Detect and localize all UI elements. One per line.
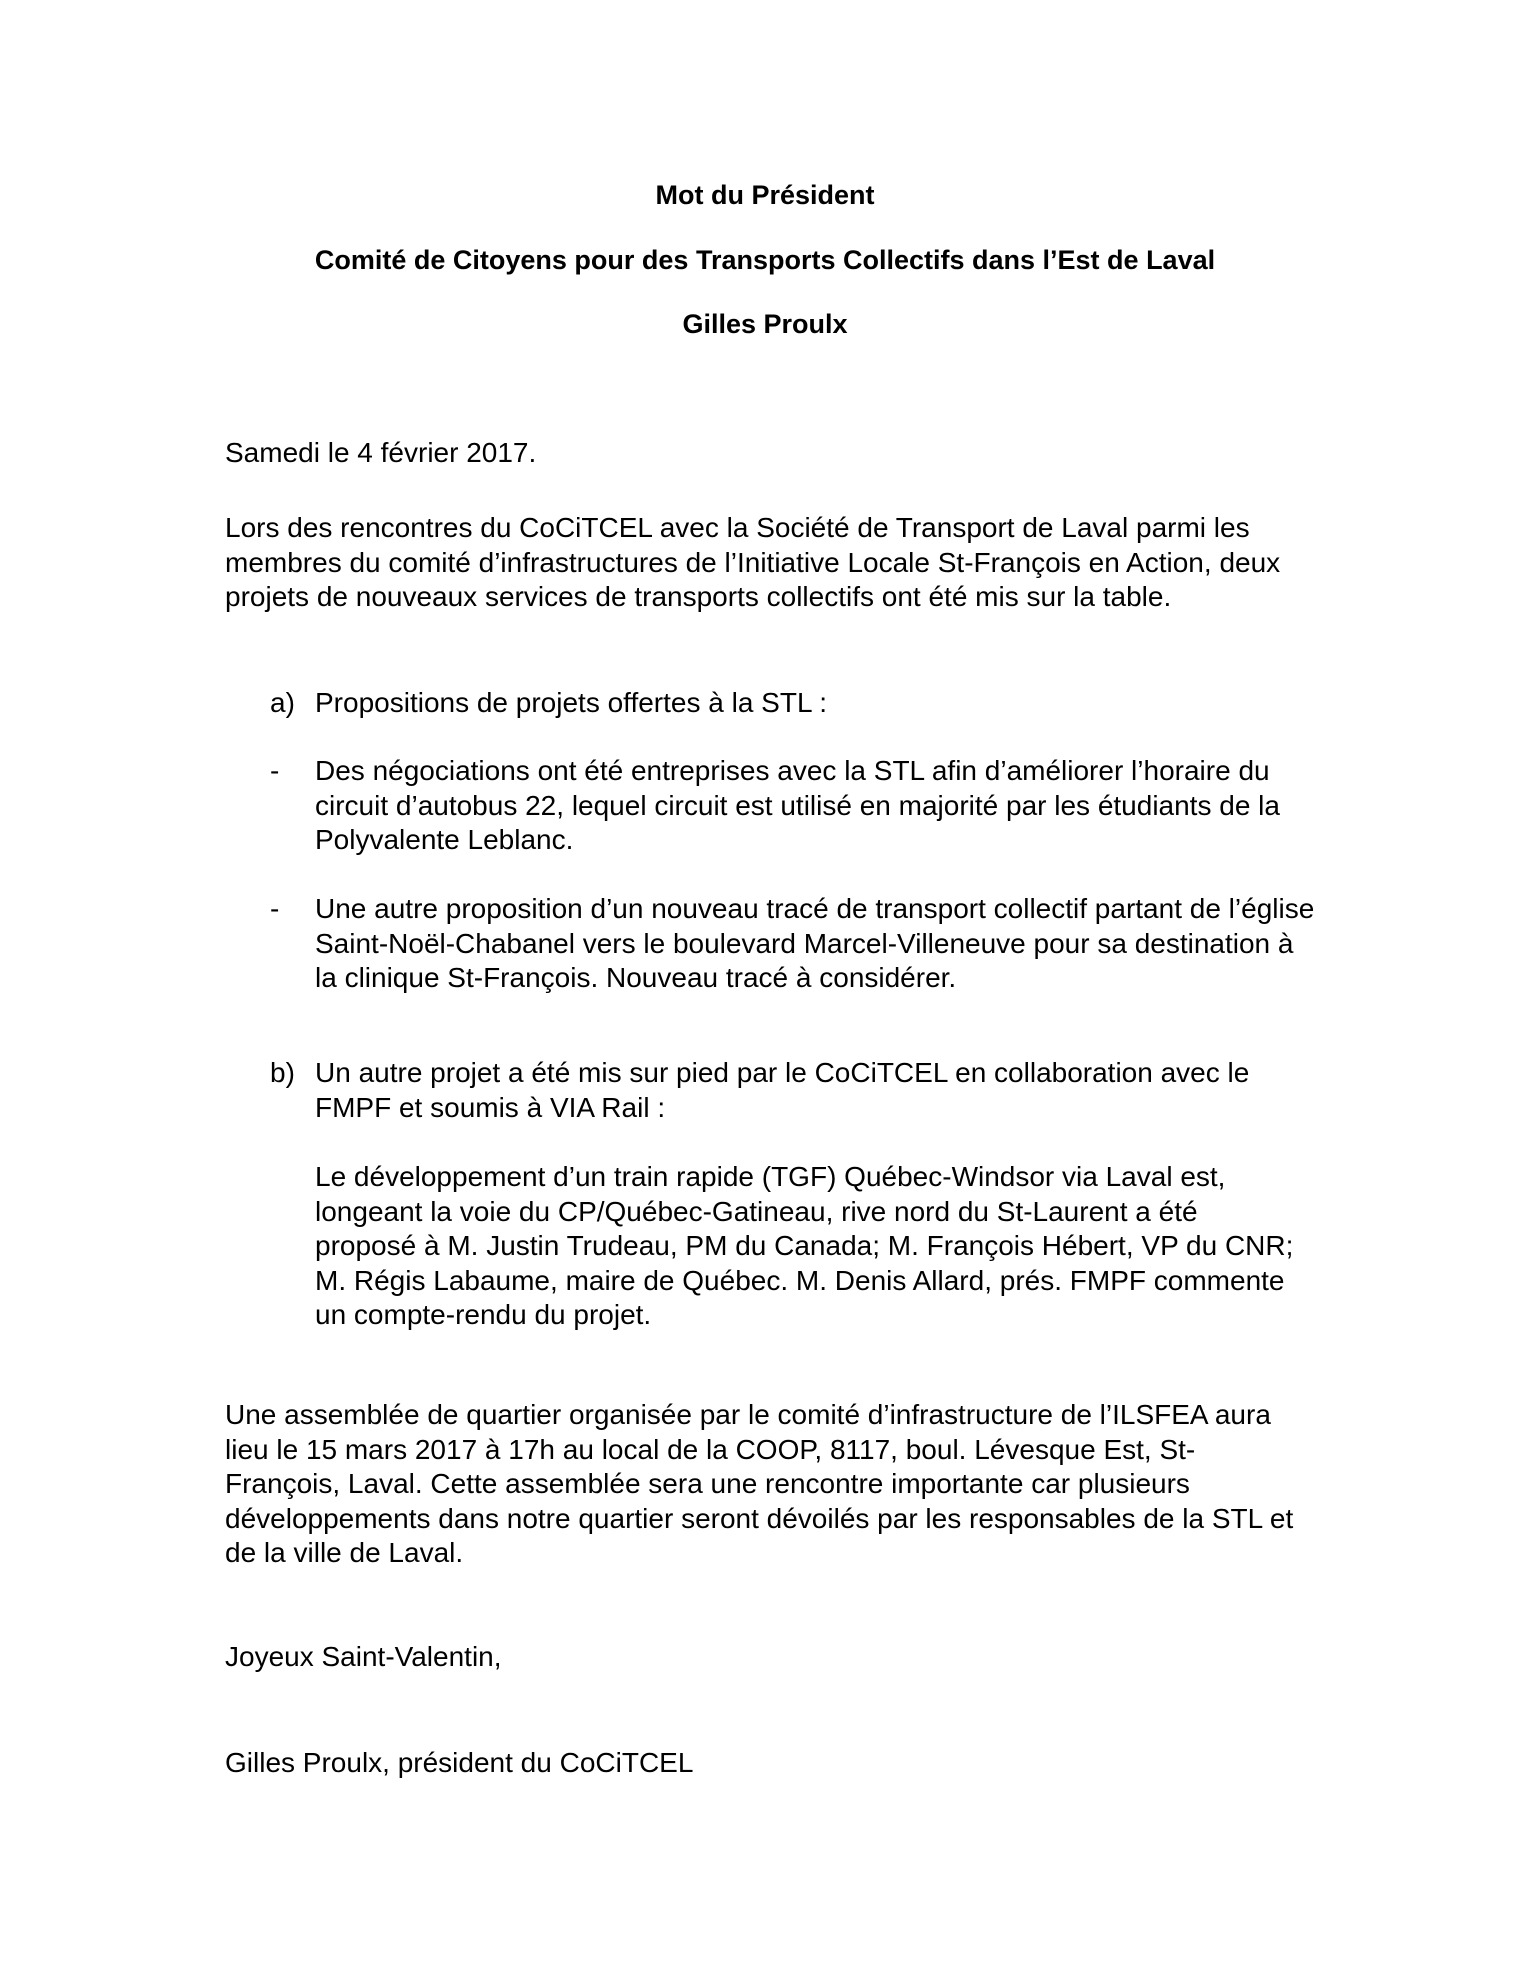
bullet-item-new-route: Une autre proposition d’un nouveau tracé de transport collectif partant de l’église Saint-Noël-Chabanel vers le boulevard Marcel-Villeneuve pour sa destination à la clinique St-François. Nouveau tracé à considérer.: [315, 893, 1315, 993]
author-heading: Gilles Proulx: [682, 309, 848, 339]
bullet-marker: -: [270, 893, 280, 924]
date-line: Samedi le 4 février 2017.: [225, 437, 537, 468]
closing-line: Joyeux Saint-Valentin,: [225, 1641, 502, 1672]
bullet-marker: -: [270, 755, 280, 786]
section-b-title: Un autre projet a été mis sur pied par le CoCiTCEL en collaboration avec le FMPF et soumis à VIA Rail :: [315, 1057, 1250, 1123]
section-b-marker: b): [270, 1057, 295, 1088]
organization-heading: Comité de Citoyens pour des Transports Collectifs dans l’Est de Laval: [314, 245, 1216, 275]
page-title: Mot du Président: [655, 180, 875, 210]
section-a-marker: a): [270, 687, 295, 718]
signature-line: Gilles Proulx, président du CoCiTCEL: [225, 1747, 694, 1778]
section-b-body: Le développement d’un train rapide (TGF) Québec-Windsor via Laval est, longeant la voie du CP/Québec-Gatineau, rive nord du St-Laurent a été proposé à M. Justin Trudeau, PM du Canada; M. François Hébert, VP du CNR; M. Régis Labaume, maire de Québec. M. Denis Allard, prés. FMPF commente un compte-rendu du projet.: [315, 1161, 1294, 1330]
bullet-item-negotiations: Des négociations ont été entreprises avec la STL afin d’améliorer l’horaire du circuit d’autobus 22, lequel circuit est utilisé en majorité par les étudiants de la Polyvalente Leblanc.: [315, 755, 1280, 855]
assembly-paragraph: Une assemblée de quartier organisée par le comité d’infrastructure de l’ILSFEA aura lieu le 15 mars 2017 à 17h au local de la COOP, 8117, boul. Lévesque Est, St-François, Laval. Cette assemblée sera une rencontre importante car plusieurs développements dans notre quartier seront dévoilés par les responsables de la STL et de la ville de Laval.: [225, 1399, 1294, 1568]
section-a-title: Propositions de projets offertes à la STL :: [315, 687, 828, 718]
intro-paragraph: Lors des rencontres du CoCiTCEL avec la Société de Transport de Laval parmi les membres du comité d’infrastructures de l’Initiative Locale St-François en Action, deux projets de nouveaux services de transports collectifs ont été mis sur la table.: [225, 512, 1281, 612]
